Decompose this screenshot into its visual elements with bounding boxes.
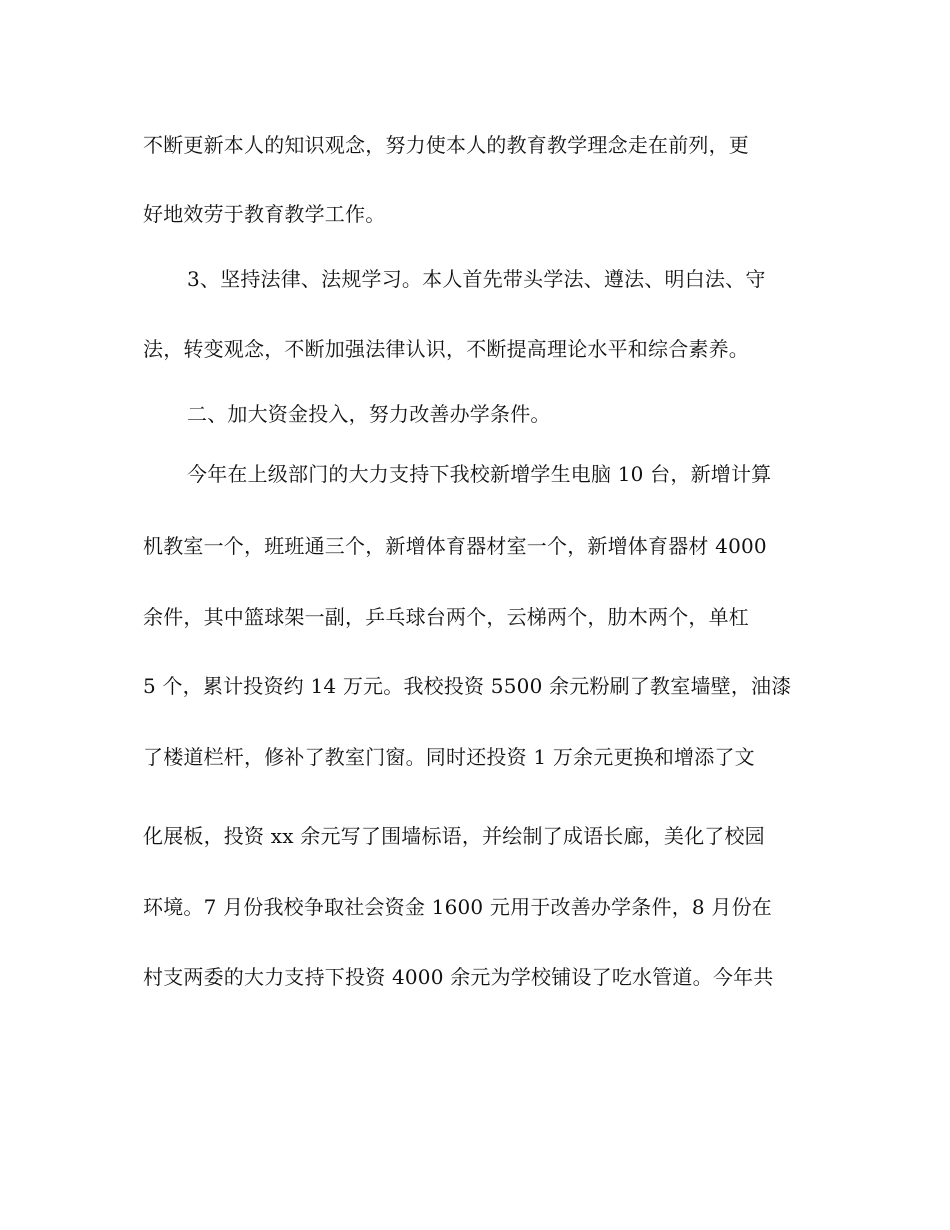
- text-line: 环境。7 月份我校争取社会资金 1600 元用于改善办学条件，8 月份在: [143, 895, 772, 919]
- paragraph-line: 今年在上级部门的大力支持下我校新增学生电脑 10 台，新增计算: [187, 462, 772, 486]
- text-line: 村支两委的大力支持下投资 4000 余元为学校铺设了吃水管道。今年共: [143, 965, 774, 989]
- text-line: 5 个，累计投资约 14 万元。我校投资 5500 余元粉刷了教室墙壁，油漆: [143, 674, 792, 698]
- text-line: 不断更新本人的知识观念，努力使本人的教育教学理念走在前列，更: [143, 133, 749, 157]
- section-heading: 二、加大资金投入，努力改善办学条件。: [187, 402, 551, 426]
- text-line: 了楼道栏杆，修补了教室门窗。同时还投资 1 万余元更换和增添了文: [143, 745, 755, 769]
- text-line: 化展板，投资 xx 余元写了围墙标语，并绘制了成语长廊，美化了校园: [143, 824, 765, 848]
- text-line: 好地效劳于教育教学工作。: [143, 202, 386, 226]
- text-line: 余件，其中篮球架一副，乒乓球台两个，云梯两个，肋木两个，单杠: [143, 605, 749, 629]
- text-line: 机教室一个，班班通三个，新增体育器材室一个，新增体育器材 4000: [143, 534, 767, 558]
- text-line: 法，转变观念，不断加强法律认识，不断提高理论水平和综合素养。: [143, 337, 749, 361]
- paragraph-line: 3、坚持法律、法规学习。本人首先带头学法、遵法、明白法、守: [187, 267, 766, 291]
